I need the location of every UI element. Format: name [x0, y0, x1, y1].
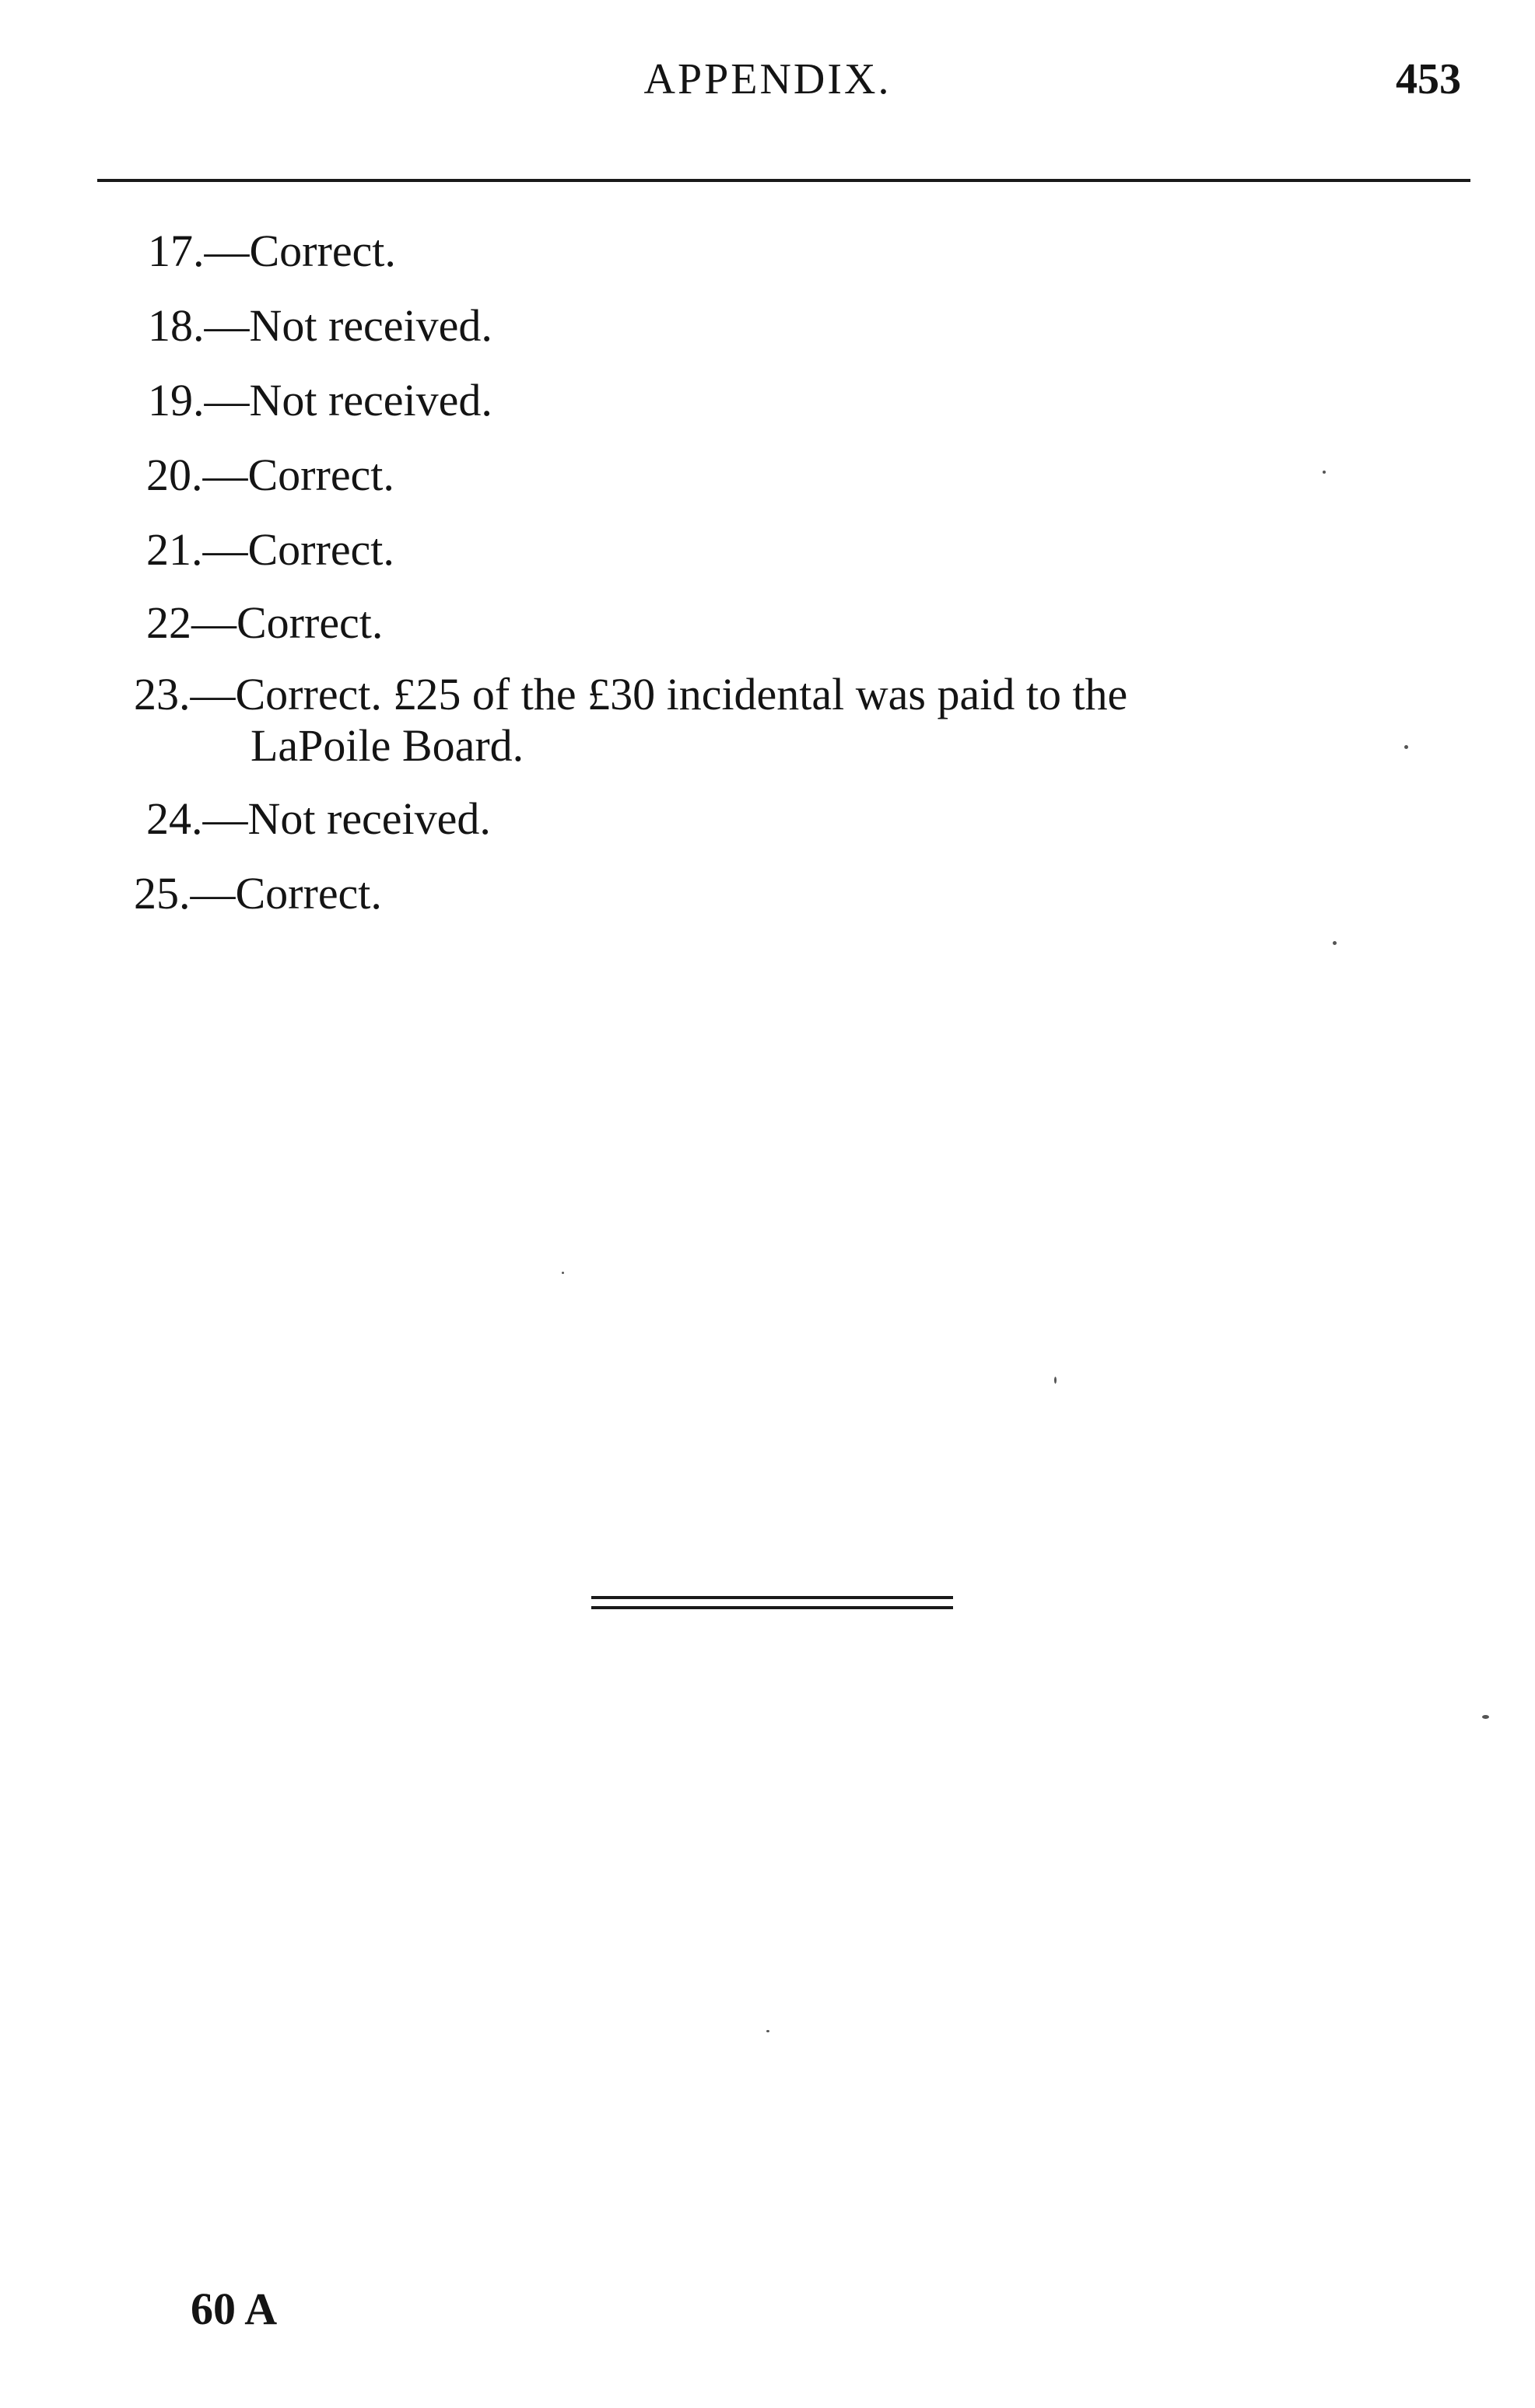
entry-text: 21.—Correct. [146, 524, 394, 575]
signature-mark: 60 A [191, 2284, 278, 2334]
entry-continuation: LaPoile Board. [251, 720, 524, 771]
entry-text: 22—Correct. [146, 597, 384, 648]
page-number: 453 [1396, 55, 1461, 103]
list-item [134, 868, 382, 919]
list-item [146, 450, 394, 501]
rule-line-bottom [591, 1606, 953, 1609]
ink-speck [1054, 1377, 1057, 1384]
entry-text: 19.—Not received. [148, 375, 492, 425]
header-rule [97, 179, 1470, 182]
entry-text: 23.—Correct. £25 of the £30 incidental was paid to the [134, 669, 1128, 719]
entry-text: 18.—Not received. [148, 300, 492, 351]
list-item [146, 524, 394, 576]
ink-speck [766, 2030, 769, 2032]
list-item [134, 669, 1460, 772]
running-head [0, 54, 1535, 117]
entry-text: 20.—Correct. [146, 450, 394, 500]
closing-double-rule [591, 1596, 953, 1612]
entry-text: 25.—Correct. [134, 868, 382, 919]
list-item [148, 375, 492, 426]
list-item [148, 226, 396, 277]
entry-text: 24.—Not received. [146, 793, 491, 844]
page-title: APPENDIX. [643, 55, 892, 103]
list-item [146, 793, 491, 845]
ink-speck [1404, 745, 1408, 749]
list-item [148, 300, 492, 352]
ink-speck [1323, 471, 1326, 474]
list-item [146, 597, 383, 649]
ink-speck [1333, 941, 1337, 945]
ink-speck [1482, 1715, 1489, 1719]
ink-speck [562, 1272, 564, 1274]
rule-line-top [591, 1596, 953, 1599]
entry-text: 17.—Correct. [148, 226, 396, 276]
